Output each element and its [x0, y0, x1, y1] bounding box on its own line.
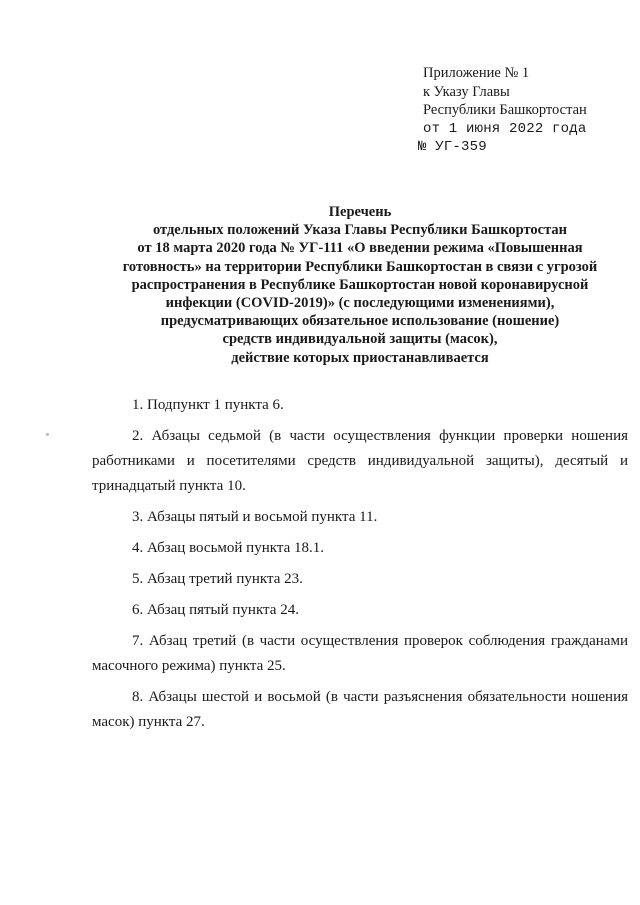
list-item-5: 5. Абзац третий пункта 23.	[132, 571, 303, 587]
list-item-1: 1. Подпункт 1 пункта 6.	[132, 397, 284, 413]
title-line-7: предусматривающих обязательное использование (ношение)	[160, 313, 560, 330]
list-item-6: 6. Абзац пятый пункта 24.	[132, 602, 299, 618]
appendix-line-3: Республики Башкортостан	[423, 102, 587, 118]
appendix-line-1: Приложение № 1	[423, 65, 530, 81]
appendix-date: от 1 июня 2022 года	[423, 120, 587, 137]
list-item-4: 4. Абзац восьмой пункта 18.1.	[132, 540, 324, 556]
appendix-line-2: к Указу Главы	[423, 83, 510, 100]
list-item-2: 2. Абзацы седьмой (в части осуществления функции проверки ношения работниками и посетителями средств индивидуальной защиты), десятый и тринадцатый пункта 10.	[92, 428, 628, 494]
scan-speck	[46, 433, 49, 436]
title-line-4: готовность» на территории Республики Башкортостан в связи с угрозой	[122, 258, 598, 275]
title-line-2: отдельных положений Указа Главы Республики Башкортостан	[152, 222, 567, 239]
title-line-5: распространения в Республике Башкортостан новой коронавирусной	[131, 276, 589, 293]
title-line-8: средств индивидуальной защиты (масок),	[222, 331, 498, 348]
appendix-number: № УГ-359	[418, 139, 487, 155]
appendix-block	[418, 64, 623, 157]
title-line-6: инфекции (COVID-2019)» (с последующими изменениями),	[165, 295, 555, 312]
title-line-1: Перечень	[328, 204, 392, 220]
title-line-9: действие которых приостанавливается	[231, 349, 489, 366]
document-title	[100, 203, 620, 367]
list-item-7: 7. Абзац третий (в части осуществления проверок соблюдения гражданами масочного режима) пункта 25.	[92, 633, 628, 674]
provisions-list	[92, 393, 628, 741]
title-line-3: от 18 марта 2020 года № УГ-111 «О введении режима «Повышенная	[137, 240, 583, 257]
list-item-8: 8. Абзацы шестой и восьмой (в части разъяснения обязательности ношения масок) пункта 27.	[92, 689, 628, 730]
list-item-3: 3. Абзацы пятый и восьмой пункта 11.	[132, 509, 378, 525]
